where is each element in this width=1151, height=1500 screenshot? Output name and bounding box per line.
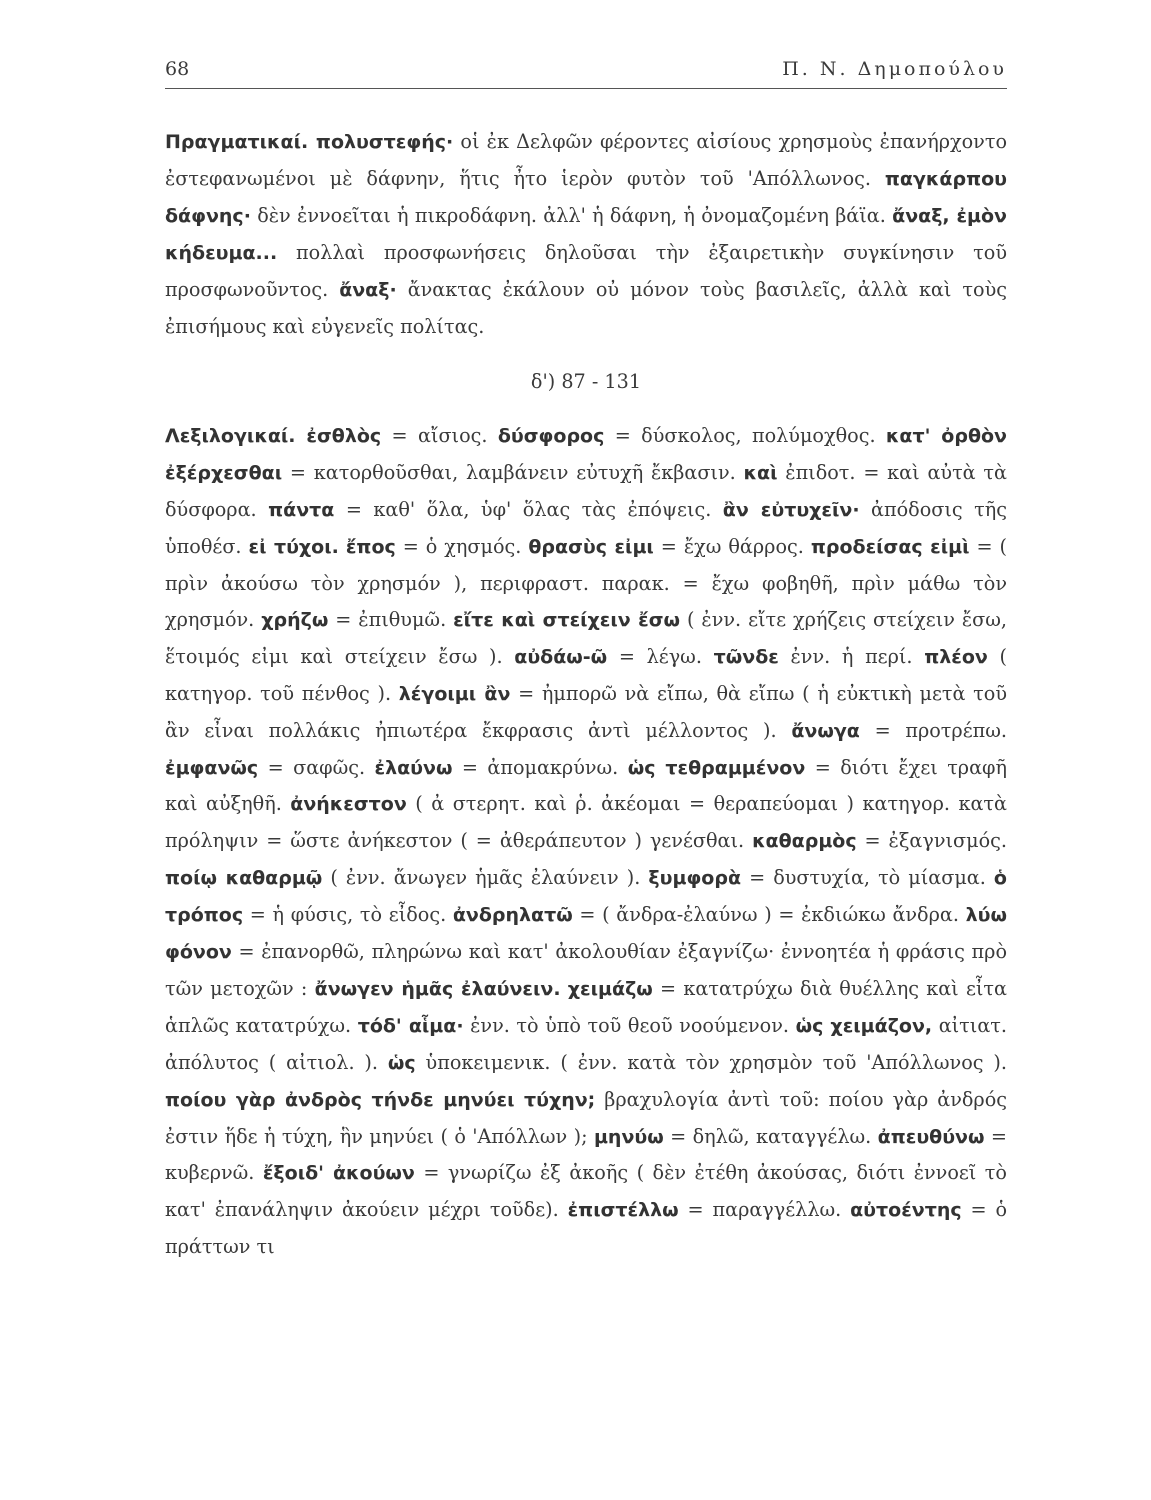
gloss-text: αἰτιατ. ἀπόλυτος ( αἰτιολ. ). — [165, 1013, 1007, 1074]
gloss-text: = λέγω. — [607, 644, 714, 668]
gloss-text: ἀπόδοσις τῆς ὑποθέσ. — [165, 498, 1007, 559]
paragraph-pragmatikai — [165, 124, 1007, 344]
lemma-term: ἄναξ· — [339, 278, 397, 301]
lemma-term: μηνύω — [593, 1125, 664, 1148]
lemma-term: τῶνδε — [713, 645, 779, 668]
gloss-text: ( ἐνν. ἄνωγεν ἡμᾶς ἐλαύνειν ). — [322, 866, 649, 890]
lemma-term: ἀνήκεστον — [290, 793, 407, 816]
lemma-term: ποίῳ καθαρμῷ — [165, 867, 323, 890]
gloss-text: = γνωρίζω ἐξ ἀκοῆς ( δὲν ἐτέθη ἀκούσας, διότι ἐννοεῖ τὸ κατ' ἐπανάληψιν ἀκούειν μέχρι τοῦδε). — [165, 1161, 1007, 1222]
lemma-term: ὡς τεθραμμένον — [627, 756, 806, 779]
gloss-text: = ( ἄνδρα-ἐλαύνω ) = ἐκδιώκω ἄνδρα. — [572, 903, 966, 927]
lemma-term: εἴτε καὶ στείχειν ἔσω — [453, 608, 681, 631]
gloss-text: ( ἐνν. εἴτε χρήζεις στείχειν ἔσω, ἕτοιμός εἰμι καὶ στείχειν ἔσω ). — [165, 607, 1008, 668]
lemma-term: χειμάζω — [567, 977, 653, 1000]
gloss-text: = ( πρὶν ἀκούσω τὸν χρησμόν ), περιφραστ. παρακ. = ἔχω φοβηθῆ, πρὶν μάθω τὸν χρησμόν. — [165, 535, 1008, 631]
gloss-text: = ἐπανορθῶ, πληρώνω καὶ κατ' ἀκολουθίαν ἐξαγνίζω· ἐννοητέα ἡ φράσις πρὸ τῶν μετοχῶν : — [165, 940, 1007, 1000]
lemma-term: ποίου γὰρ ἀνδρὸς τήνδε μηνύει τύχην; — [165, 1088, 596, 1111]
gloss-text: ἐνν. τὸ ὑπὸ τοῦ θεοῦ νοούμενον. — [463, 1013, 796, 1037]
lemma-term: εἰ τύχοι. — [248, 536, 339, 559]
gloss-text: = δυστυχία, τὸ μίασμα. — [741, 866, 994, 890]
lemma-term: λέγοιμι ἂν — [398, 682, 511, 705]
gloss-text: = προτρέπω. — [859, 718, 1007, 742]
gloss-text: = ἔχω θάρρος. — [653, 535, 811, 559]
lemma-term: ἔπος — [345, 536, 396, 559]
gloss-text: δὲν ἐννοεῖται ἡ πικροδάφνη. ἀλλ' ἡ δάφνη, ἡ ὀνομαζομένη βάϊα. — [250, 203, 893, 227]
lemma-term: ξυμφορὰ — [648, 867, 742, 890]
gloss-text: = ἠμπορῶ νὰ εἴπω, θὰ εἴπω ( ἡ εὐκτικὴ μετὰ τοῦ ἂν εἶναι πολλάκις ἠπιωτέρα ἔκφρασις ἀντὶ μέλλοντος ). — [165, 681, 1007, 742]
lemma-term: αὐδάω-ῶ — [514, 645, 608, 668]
gloss-text: = δηλῶ, καταγγέλω. — [663, 1124, 878, 1148]
lemma-term: καθαρμὸς — [752, 830, 857, 853]
gloss-text: ( ἀ στερητ. καὶ ῥ. ἀκέομαι = θεραπεύομαι ) κατηγορ. κατὰ πρόληψιν = ὥστε ἀνήκεστον ( = ἀθεράπευτον ) γενέσθαι. — [165, 792, 1007, 853]
lemma-term: πλέον — [924, 645, 988, 668]
gloss-text: ἐνν. ἡ περί. — [778, 644, 925, 668]
gloss-text: = παραγγέλλω. — [678, 1198, 851, 1222]
gloss-text: οἱ ἐκ Δελφῶν φέροντες αἰσίους χρησμοὺς ἐπανήρχοντο ἐστεφανωμένοι μὲ δάφνην, ἥτις ἦτο ἱερὸν φυτὸν τοῦ 'Απόλλωνος. — [165, 130, 1007, 190]
gloss-text: ἐπιδοτ. = καὶ αὐτὰ τὰ δύσφορα. — [165, 461, 1008, 522]
page-body — [165, 124, 1007, 1265]
paragraph-lexilogikai — [165, 418, 1007, 1265]
lemma-term: ἀνδρηλατῶ — [452, 904, 573, 927]
lemma-term: ἔξοιδ' ἀκούων — [262, 1162, 415, 1185]
lemma-term: ἐλαύνω — [374, 756, 453, 779]
gloss-text — [339, 535, 346, 558]
lemma-term: ὡς χειμάζον, — [795, 1014, 933, 1037]
gloss-text: = δύσκολος, πολύμοχθος. — [604, 424, 886, 448]
gloss-text: = ὁ χησμός. — [395, 535, 529, 559]
gloss-text — [561, 977, 568, 1000]
lemma-term: θρασὺς εἰμι — [528, 536, 654, 559]
lemma-term: τόδ' αἷμα· — [357, 1014, 464, 1037]
lemma-term: λύω φόνον — [165, 904, 1007, 964]
running-head: Π. Ν. Δημοπούλου — [782, 58, 1007, 80]
lemma-term: ἄνωγα — [791, 719, 860, 742]
gloss-text: βραχυλογία ἀντὶ τοῦ: ποίου γὰρ ἀνδρός ἐστιν ἥδε ἡ τύχη, ἣν μηνύει ( ὁ 'Απόλλων ); — [165, 1087, 1007, 1148]
gloss-text: = ἡ φύσις, τὸ εἶδος. — [243, 903, 453, 927]
lemma-term: δύσφορος — [497, 425, 605, 448]
lemma-term: ἂν εὐτυχεῖν· — [722, 499, 860, 522]
lemma-term: ἐπιστέλλω — [567, 1199, 679, 1222]
gloss-text: = διότι ἔχει τραφῆ καὶ αὐξηθῆ. — [165, 755, 1007, 816]
gloss-text: ( κατηγορ. τοῦ πένθος ). — [165, 644, 1007, 705]
lemma-term: καὶ — [743, 462, 778, 485]
lemma-term: αὐτοέντης — [850, 1199, 962, 1222]
gloss-text: = ἐπιθυμῶ. — [328, 607, 454, 631]
gloss-text: = καθ' ὅλα, ὑφ' ὅλας τὰς ἐπόψεις. — [334, 498, 723, 522]
lemma-term: προδείσας εἰμὶ — [810, 536, 970, 559]
gloss-text: = κατορθοῦσθαι, λαμβάνειν εὐτυχῆ ἔκβασιν. — [282, 461, 744, 485]
gloss-text: = ὁ πράττων τι — [165, 1198, 1007, 1259]
lemma-term: κατ' ὀρθὸν ἐξέρχεσθαι — [165, 425, 1008, 485]
gloss-text: ἄνακτας ἐκάλουν οὐ μόνον τοὺς βασιλεῖς, ἀλλὰ καὶ τοὺς ἐπισήμους καὶ εὐγενεῖς πολίτας. — [165, 277, 1007, 338]
page-header — [165, 52, 1007, 89]
gloss-text: = κατατρύχω διὰ θυέλλης καὶ εἶτα ἁπλῶς κατατρύχω. — [165, 976, 1007, 1037]
gloss-text: = ἀπομακρύνω. — [452, 755, 628, 779]
gloss-text: πολλαὶ προσφωνήσεις δηλοῦσαι τὴν ἐξαιρετικὴν συγκίνησιν τοῦ προσφωνοῦντος. — [165, 240, 1007, 301]
gloss-text: = σαφῶς. — [258, 755, 375, 779]
lemma-term: ἐμφανῶς — [165, 756, 259, 779]
gloss-text: ὑποκειμενικ. ( ἐνν. κατὰ τὸν χρησμὸν τοῦ 'Απόλλωνος ). — [415, 1050, 1007, 1074]
lemma-term: Λεξιλογικαί. ἐσθλὸς — [165, 425, 382, 448]
gloss-text: = κυβερνῶ. — [165, 1124, 1007, 1185]
gloss-text: = ἐξαγνισμός. — [856, 829, 1007, 853]
lemma-term: χρήζω — [261, 608, 329, 631]
page-number: 68 — [165, 58, 190, 80]
lemma-term: πάντα — [268, 499, 335, 522]
lemma-term: Πραγματικαί. πολυστεφής· — [165, 131, 454, 153]
section-heading: δ') 87 - 131 — [530, 370, 642, 394]
lemma-term: παγκάρπου δάφνης· — [165, 167, 1007, 227]
lemma-term: ὁ τρόπος — [165, 867, 1007, 927]
gloss-text: = αἴσιος. — [381, 424, 498, 448]
lemma-term: ἄνωγεν ἡμᾶς ἐλαύνειν. — [314, 977, 561, 1000]
lemma-term: ὡς — [387, 1051, 416, 1074]
lemma-term: ἄναξ, ἐμὸν κήδευμα... — [165, 204, 1007, 264]
lemma-term: ἀπευθύνω — [877, 1125, 985, 1148]
